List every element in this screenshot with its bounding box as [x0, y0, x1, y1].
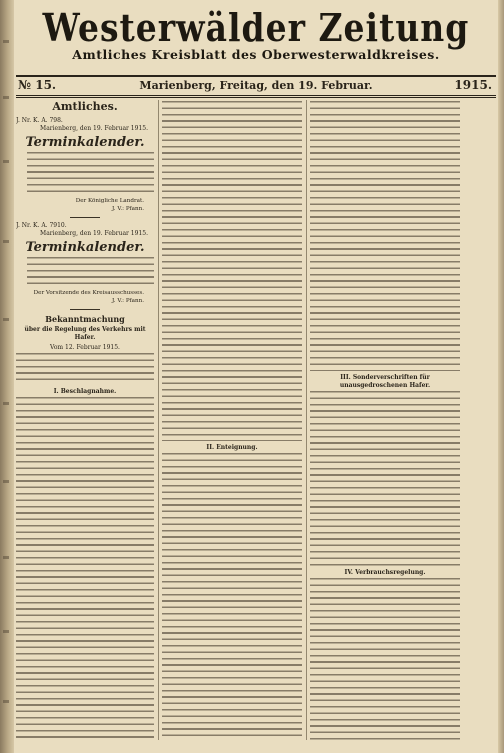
- notice-reference: J. Nr. K. A. 7910.: [16, 222, 67, 229]
- masthead: [16, 4, 496, 66]
- notice-date: Marienberg, den 19. Februar 1915.: [40, 125, 148, 132]
- notice-terminkalender-1: [16, 117, 154, 213]
- binding-handwriting: [470, 560, 502, 730]
- notice-reference: J. Nr. K. A. 798.: [16, 117, 63, 124]
- announcement-date: Vom 12. Februar 1915.: [50, 344, 120, 351]
- notice-divider: [70, 217, 100, 218]
- publisher-notes: [16, 62, 496, 74]
- column-separator-2: [306, 100, 307, 740]
- notice-title: Terminkalender.: [25, 240, 145, 255]
- issue-number: № 15.: [18, 78, 57, 92]
- column-separator-1: [158, 100, 159, 740]
- announcement-title: Bekanntmachung: [45, 314, 125, 324]
- scan-left-edge: [0, 0, 14, 753]
- section-heading-expropriation: II. Enteignung.: [206, 444, 258, 451]
- notice-signature-name: J. V.: Pfann.: [111, 298, 144, 304]
- issue-year: 1915.: [454, 78, 492, 92]
- notice-divider: [70, 309, 100, 310]
- column-1: [16, 100, 154, 740]
- section-heading-unthreshed-oats: III. Sonderverschriften für unausgedroschenen Hafer.: [339, 374, 431, 389]
- advertising-rates-note: [351, 62, 494, 74]
- notice-signature-office: Der Vorsitzende des Kreisausschusses.: [33, 290, 144, 296]
- dateline: [16, 78, 496, 94]
- column-3: [310, 100, 460, 740]
- printer-publisher-note: [191, 62, 321, 74]
- notice-title: Terminkalender.: [25, 135, 145, 150]
- notice-date: Marienberg, den 19. Februar 1915.: [40, 230, 148, 237]
- notice-signature-office: Der Königliche Landrat.: [75, 198, 144, 204]
- announcement-subtitle: über die Regelung des Verkehrs mit Hafer.: [24, 326, 146, 341]
- masthead-rule-bottom-2: [16, 97, 496, 98]
- masthead-rule-top: [16, 75, 496, 77]
- publication-schedule-note: [18, 62, 158, 74]
- newspaper-title: Westerwälder Zeitung: [42, 5, 470, 50]
- notice-terminkalender-2: [16, 222, 154, 305]
- notice-signature-name: J. V.: Pfann.: [111, 206, 144, 212]
- column-2: [162, 100, 302, 740]
- section-heading-confiscation: I. Beschlagnahme.: [53, 388, 117, 395]
- newspaper-subtitle: Amtliches Kreisblatt des Oberwesterwaldkreises.: [72, 47, 440, 62]
- announcement-oats: [16, 314, 154, 740]
- official-section-heading: Amtliches.: [52, 100, 118, 113]
- place-and-date: Marienberg, Freitag, den 19. Februar.: [139, 79, 373, 92]
- section-heading-consumption: IV. Verbrauchsregelung.: [344, 569, 426, 576]
- masthead-rule-bottom: [16, 95, 496, 96]
